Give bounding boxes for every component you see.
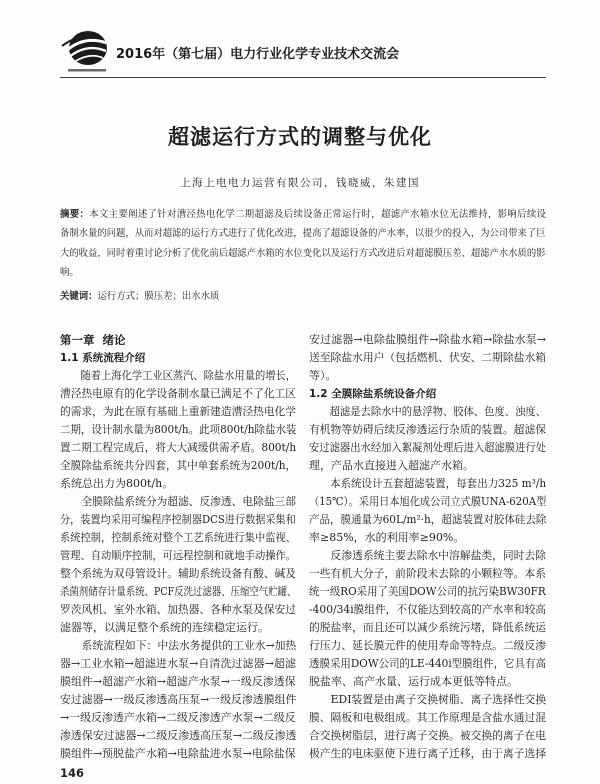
text-line: 一些有机大分子，前阶段未去除的小颗粒等。本系 — [309, 567, 546, 580]
keywords-text: 运行方式；膜压差；出水水质 — [97, 291, 220, 302]
keywords — [60, 288, 546, 306]
text-line: 系统流程如下：中法水务提供的工业水→加热 — [81, 639, 297, 652]
text-line: 反渗透系统主要去除水中溶解盐类，同时去除 — [330, 549, 546, 562]
text-line: 分，装置均采用可编程序控制器DCS进行数据采集和 — [60, 513, 296, 526]
text-line: 渗透保安过滤器→二级反渗透高压泵→二级反渗透 — [60, 729, 297, 742]
abstract-line: 大的收益，同时着重讨论分析了优化前后超滤产水箱的水位变化以及运行方式改进后对超滤膜压差、超滤产水水质的影 — [60, 247, 546, 259]
text-line: 理，产品水直接进入超滤产水箱。 — [309, 459, 474, 472]
text-line: 合交换树脂层，进行离子交换。被交换的离子在电 — [309, 729, 546, 742]
text-line: 二期，设计制水量为800t/h。此项800t/h除盐水装 — [60, 423, 297, 436]
abstract — [60, 205, 546, 283]
abstract-line: 备制水量的问题，从而对超滤的运行方式进行了优化改进，提高了超滤设备的产水率，以很少的投入，为公司带来了巨 — [60, 228, 546, 240]
conference-logo-icon — [60, 28, 112, 76]
text-line: 极产生的电床驱使下进行离子迁移，由于离子选择 — [309, 747, 546, 760]
text-line: 安过滤器→电除盐膜组件→除盐水箱→除盐水泵→ — [309, 333, 546, 346]
conference-header: 2016年（第七届）电力行业化学专业技术交流会 — [116, 47, 400, 62]
text-line: 膜、隔板和电极组成。其工作原理是含盐水通过混 — [309, 711, 546, 724]
keywords-label: 关键词： — [60, 291, 98, 302]
text-line: -400/34i膜组件，不仅能达到较高的产水率和较高 — [309, 603, 546, 616]
left-column — [60, 331, 296, 763]
page-number: 146 — [60, 766, 85, 780]
text-line: 罗茨风机、室外水箱、加热器、各种水泵及保安过 — [60, 603, 296, 616]
section-heading: 1.1 系统流程介绍 — [60, 352, 146, 364]
text-line: 安过滤器→一级反渗透高压泵→一级反渗透膜组件 — [60, 693, 297, 706]
text-line: 超滤是去除水中的悬浮物、胶体、色度、浊度、 — [329, 405, 546, 418]
text-line: 膜组件→超滤产水箱→超滤产水泵→一级反渗透保 — [60, 675, 296, 688]
abstract-line: 响。 — [60, 267, 79, 279]
text-line: 安过滤器出水经加入絮凝剂处理后进入超滤膜进行处 — [309, 441, 546, 454]
chapter-heading: 第一章 绪论 — [60, 333, 126, 347]
text-line: 等）。 — [309, 369, 337, 382]
paper-title: 超滤运行方式的调整与优化 — [168, 125, 432, 149]
text-line: 脱盐率、高产水量、运行成本更低等特点。 — [309, 675, 518, 688]
text-line: →一级反渗透产水箱→二级反渗透产水泵→二级反 — [60, 711, 296, 724]
abstract-label: 摘要： — [60, 209, 90, 220]
text-line: 产品，膜通量为60L/m²·h，超滤装置对胶体硅去除 — [309, 513, 547, 526]
text-line: 全膜除盐系统共分四套，其中单套系统为200t/h， — [60, 459, 297, 472]
text-line: 系统总出力为800t/h。 — [60, 477, 174, 490]
text-line: 统一级RO采用了美国DOW公司的抗污染BW30FR — [309, 585, 546, 598]
text-line: （15℃）。采用日本旭化成公司立式膜UNA-620A型 — [309, 495, 547, 508]
text-line: 随着上海化学工业区蒸汽、除盐水用量的增长， — [80, 369, 297, 382]
text-line: 膜组件→预脱盐产水箱→电除盐进水泵→电除盐保 — [60, 747, 296, 760]
text-line: 本系统设计五套超滤装置，每套出力325 m³/h — [330, 477, 547, 490]
text-line: 置二期工程完成后，将大大减缓供需矛盾。800t/h — [60, 441, 297, 454]
paragraph — [60, 367, 296, 493]
text-line: 率≥85%，水的利用率≥90%。 — [309, 531, 465, 544]
text-line: 管理、自动顺序控制，可远程控制和就地手动操作。 — [60, 549, 296, 562]
abstract-line — [60, 205, 546, 224]
text-line: 漕泾热电原有的化学设备制水量已满足不了化工区 — [60, 387, 296, 400]
text-line: 杀菌剂储存计量系统、PCF反洗过滤器、压缩空气贮罐、 — [60, 585, 297, 598]
text-line: 的脱盐率，而且还可以减少系统污堵，降低系统运 — [309, 621, 546, 634]
text-line: 滤器等，以满足整个系统的连续稳定运行。 — [60, 621, 269, 634]
text-line: 系统控制，控制系统对整个工艺系统进行集中监视、 — [60, 531, 296, 544]
paper-authors: 上海上电电力运营有限公司，钱晓威，朱建国 — [180, 177, 420, 189]
text-line: 整个系统为双母管设计。辅助系统设备有酸、碱及 — [60, 567, 296, 580]
paragraph — [60, 493, 296, 637]
text-line: 的需求，为此在原有基础上重新建造漕泾热电化学 — [60, 405, 296, 418]
paragraph — [309, 547, 546, 691]
paragraph — [309, 691, 546, 763]
text-line: 器→工业水箱→超滤进水泵→自清洗过滤器→超滤 — [60, 657, 296, 670]
header-divider — [60, 77, 546, 78]
section-heading: 1.2 全膜除盐系统设备介绍 — [309, 388, 437, 400]
text-line: 有机物等妨碍后续反渗透运行杂质的装置。超滤保 — [309, 423, 546, 436]
paragraph — [309, 331, 546, 385]
paragraph — [60, 637, 296, 763]
paragraph — [309, 403, 546, 475]
paragraph — [309, 475, 546, 547]
abstract-text: 本文主要阐述了针对漕泾热电化学二期超滤及后续设备正常运行时，超滤产水箱水位无法维持，影响后续设 — [89, 209, 546, 220]
right-column — [309, 331, 546, 763]
text-line: 透膜采用DOW公司的LE-440i型膜组件，它具有高 — [309, 657, 546, 670]
text-line: 行压力、延长膜元件的使用寿命等特点。二级反渗 — [309, 639, 546, 652]
text-line: 全膜除盐系统分为超滤、反渗透、电除盐三部 — [81, 495, 296, 508]
text-line: EDI装置是由离子交换树脂、离子选择性交换 — [330, 693, 547, 706]
text-line: 送至除盐水用户（包括燃机、伏安、二期除盐水箱 — [309, 351, 546, 364]
